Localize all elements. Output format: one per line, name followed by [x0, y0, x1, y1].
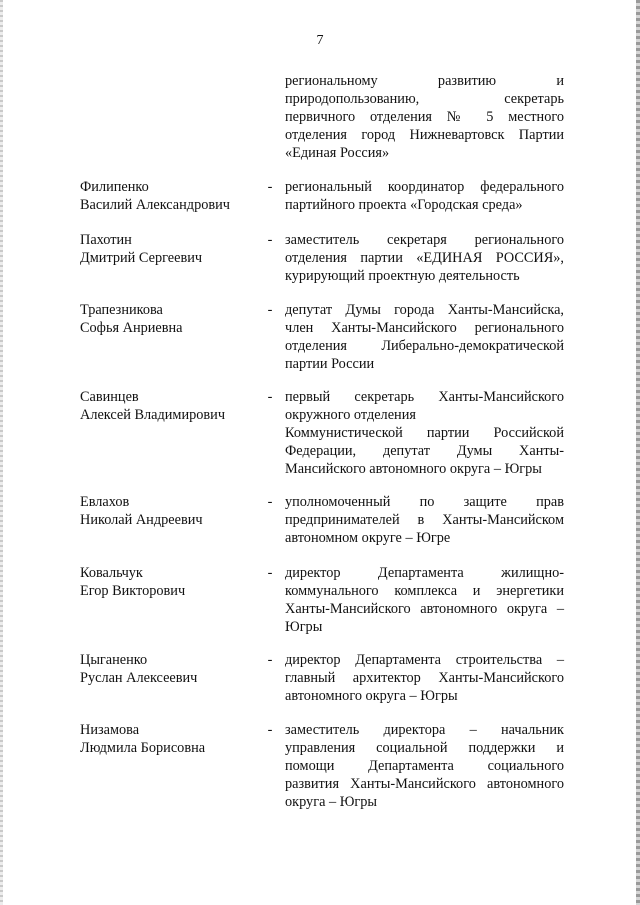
position-line: управления социальной поддержки и: [285, 740, 564, 756]
position-line: окружного отделения: [285, 407, 416, 423]
position-line: Коммунистической партии Российской: [285, 425, 564, 441]
member-position: [285, 178, 564, 214]
member-surname: Ковальчук: [80, 565, 143, 581]
position-line: партии России: [285, 356, 375, 372]
member-position: [285, 564, 564, 636]
member-given-name: Егор Викторович: [80, 583, 186, 599]
member-name: [80, 651, 260, 687]
member-position: [285, 301, 564, 373]
member-given-name: Дмитрий Сергеевич: [80, 250, 203, 266]
dash-separator: -: [267, 494, 273, 510]
position-line: партийного проекта «Городская среда»: [285, 197, 523, 213]
position-line: отделения Либерально-демократической: [285, 338, 564, 354]
position-line: Ханты-Мансийского автономного округа –: [285, 601, 564, 617]
position-line: заместитель директора – начальник: [285, 722, 564, 738]
member-name: [80, 721, 260, 757]
position-line: заместитель секретаря регионального: [285, 232, 564, 248]
continuation-line: региональному развитию и: [285, 73, 564, 89]
continuation-line: природопользованию, секретарь: [285, 91, 564, 107]
continuation-line: первичного отделения № 5 местного: [285, 109, 564, 125]
member-surname: Низамова: [80, 722, 140, 738]
member-surname: Трапезникова: [80, 302, 163, 318]
position-line: округа – Югры: [285, 794, 378, 810]
member-position: [285, 231, 564, 285]
member-given-name: Людмила Борисовна: [80, 740, 206, 756]
position-line: Мансийского автономного округа – Югры: [285, 461, 542, 477]
member-surname: Евлахов: [80, 494, 130, 510]
member-given-name: Алексей Владимирович: [80, 407, 226, 423]
member-given-name: Николай Андреевич: [80, 512, 203, 528]
member-name: [80, 564, 260, 600]
position-line: директор Департамента строительства –: [285, 652, 564, 668]
position-line: коммунального комплекса и энергетики: [285, 583, 564, 599]
member-surname: Цыганенко: [80, 652, 148, 668]
member-surname: Савинцев: [80, 389, 139, 405]
continuation-line: отделения город Нижневартовск Партии: [285, 127, 564, 143]
dash-separator: -: [267, 565, 273, 581]
position-line: региональный координатор федерального: [285, 179, 564, 195]
member-name: [80, 388, 260, 424]
dash-separator: -: [267, 232, 273, 248]
scan-edge-left: [0, 0, 3, 905]
position-line: первый секретарь Ханты-Мансийского: [285, 389, 564, 405]
dash-separator: -: [267, 389, 273, 405]
position-line: предпринимателей в Ханты-Мансийском: [285, 512, 564, 528]
member-surname: Филипенко: [80, 179, 149, 195]
member-given-name: Софья Анриевна: [80, 320, 183, 336]
dash-separator: -: [267, 722, 273, 738]
position-line: главный архитектор Ханты-Мансийского: [285, 670, 564, 686]
position-line: Югры: [285, 619, 323, 635]
dash-separator: -: [267, 302, 273, 318]
position-line: развития Ханты-Мансийского автономного: [285, 776, 564, 792]
continuation-line: «Единая Россия»: [285, 145, 390, 161]
member-given-name: Василий Александрович: [80, 197, 230, 213]
position-line: член Ханты-Мансийского регионального: [285, 320, 564, 336]
dash-separator: -: [267, 652, 273, 668]
position-line: автономного округа – Югры: [285, 688, 458, 704]
member-name: [80, 301, 260, 337]
position-line: директор Департамента жилищно-: [285, 565, 564, 581]
dash-separator: -: [267, 179, 273, 195]
scan-edge-right: [636, 0, 640, 905]
member-position: [285, 651, 564, 705]
member-name: [80, 493, 260, 529]
member-given-name: Руслан Алексеевич: [80, 670, 198, 686]
member-name: [80, 178, 260, 214]
member-position: [285, 493, 564, 547]
member-name: [80, 231, 260, 267]
page-number: 7: [316, 33, 324, 48]
member-surname: Пахотин: [80, 232, 132, 248]
member-position: [285, 721, 564, 811]
position-line: автономном округе – Югре: [285, 530, 451, 546]
position-line: курирующий проектную деятельность: [285, 268, 520, 284]
position-line: отделения партии «ЕДИНАЯ РОССИЯ»,: [285, 250, 564, 266]
position-line: уполномоченный по защите прав: [285, 494, 564, 510]
position-line: депутат Думы города Ханты-Мансийска,: [285, 302, 564, 318]
position-line: Федерации, депутат Думы Ханты-: [285, 443, 564, 459]
member-position: [285, 388, 564, 478]
position-line: помощи Департамента социального: [285, 758, 564, 774]
